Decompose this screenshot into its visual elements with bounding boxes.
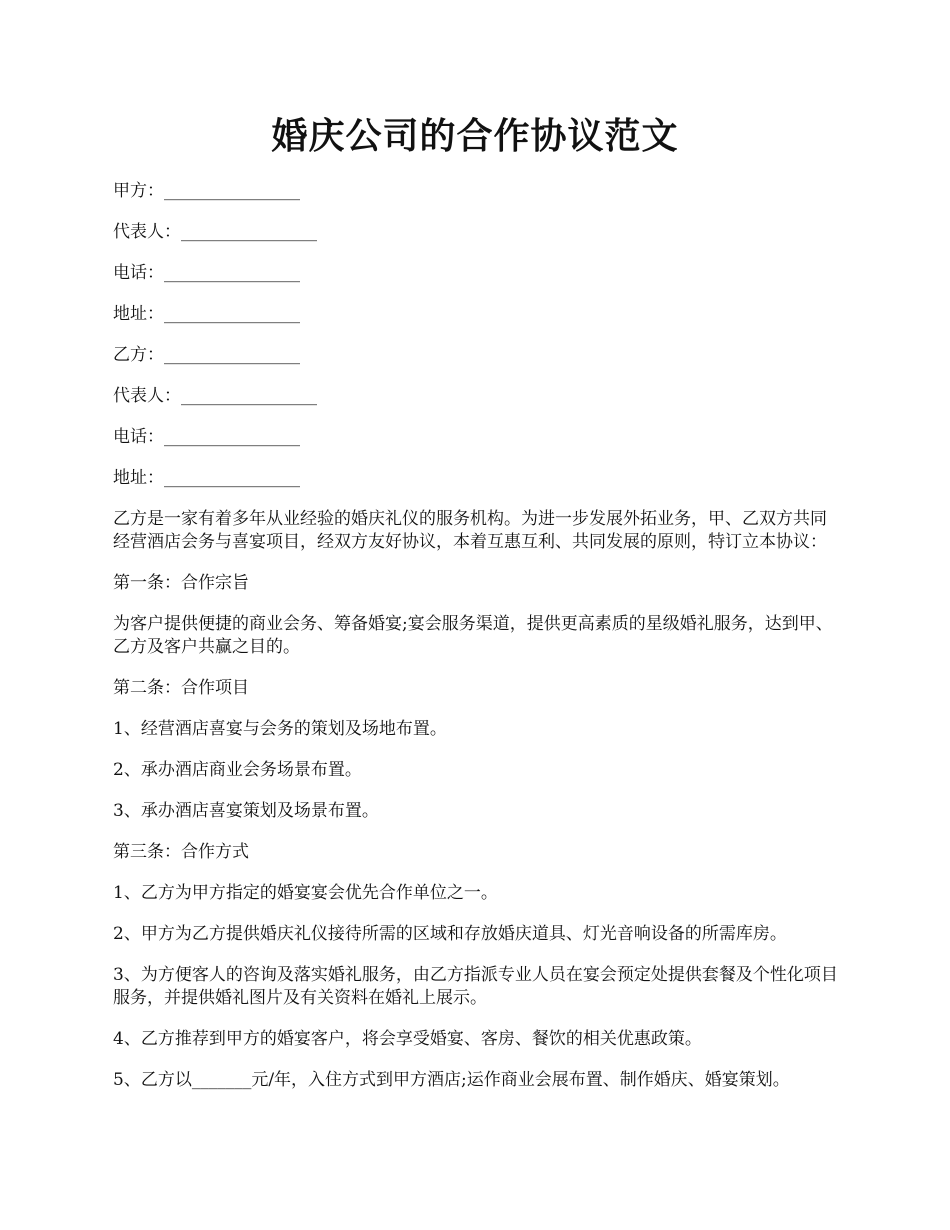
article-1-paragraph: 为客户提供便捷的商业会务、筹备婚宴;宴会服务渠道，提供更高素质的星级婚礼服务，达到甲、乙方及客户共赢之目的。 bbox=[113, 614, 833, 657]
article-2-item-1: 1、经营酒店喜宴与会务的策划及场地布置。 bbox=[113, 719, 447, 739]
party-b-representative-field: 代表人：________________ bbox=[113, 386, 317, 406]
party-a-field: 甲方：________________ bbox=[113, 181, 300, 201]
party-a-representative-field: 代表人：________________ bbox=[113, 222, 317, 242]
party-a-phone-field: 电话：________________ bbox=[113, 263, 300, 283]
party-b-field: 乙方：________________ bbox=[113, 345, 300, 365]
party-b-phone-field: 电话：________________ bbox=[113, 427, 300, 447]
article-3-item-1: 1、乙方为甲方指定的婚宴宴会优先合作单位之一。 bbox=[113, 883, 498, 903]
party-b-address-field: 地址：________________ bbox=[113, 468, 300, 488]
article-3-item-4: 4、乙方推荐到甲方的婚宴客户，将会享受婚宴、客房、餐饮的相关优惠政策。 bbox=[113, 1029, 702, 1049]
document-title: 婚庆公司的合作协议范文 bbox=[271, 115, 679, 157]
article-2-item-3: 3、承办酒店喜宴策划及场景布置。 bbox=[113, 801, 379, 821]
article-3-item-5: 5、乙方以_______元/年，入住方式到甲方酒店;运作商业会展布置、制作婚庆、婚宴策划。 bbox=[113, 1070, 790, 1090]
article-1-heading: 第一条：合作宗旨 bbox=[113, 573, 249, 593]
article-2-item-2: 2、承办酒店商业会务场景布置。 bbox=[113, 760, 362, 780]
article-2-heading: 第二条：合作项目 bbox=[113, 678, 249, 698]
article-3-heading: 第三条：合作方式 bbox=[113, 842, 249, 862]
article-3-item-2: 2、甲方为乙方提供婚庆礼仪接待所需的区域和存放婚庆道具、灯光音响设备的所需库房。 bbox=[113, 924, 787, 944]
article-3-item-3: 3、为方便客人的咨询及落实婚礼服务，由乙方指派专业人员在宴会预定处提供套餐及个性化项目服务，并提供婚礼图片及有关资料在婚礼上展示。 bbox=[113, 965, 838, 1008]
document-body bbox=[113, 180, 843, 1110]
intro-paragraph: 乙方是一家有着多年从业经验的婚庆礼仪的服务机构。为进一步发展外拓业务，甲、乙双方共同经营酒店会务与喜宴项目，经双方友好协议，本着互惠互利、共同发展的原则，特订立本协议： bbox=[113, 509, 827, 552]
party-a-address-field: 地址：________________ bbox=[113, 304, 300, 324]
